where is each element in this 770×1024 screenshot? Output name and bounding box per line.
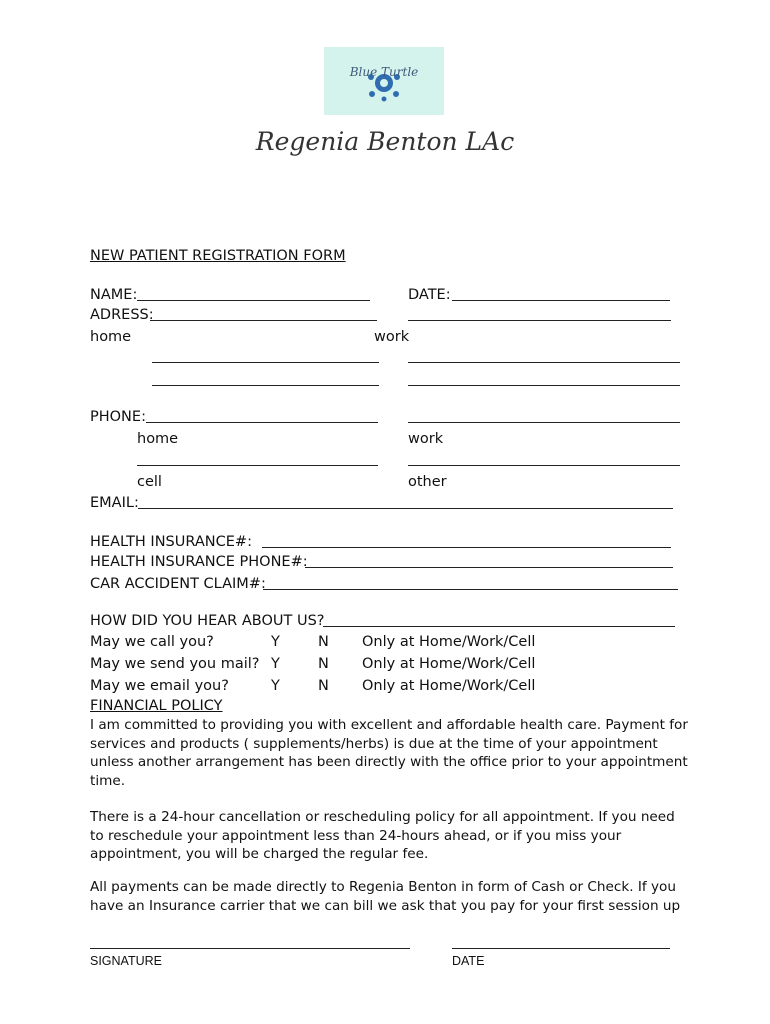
policy-paragraph-payment: I am committed to providing you with excellent and affordable health care. Payment for services and products ( supplements/herbs) is due at the time of your appointment unless another arrangement has been directly with the office prior to your appointment time.: [90, 717, 688, 789]
contact-limit-option[interactable]: Only at Home/Work/Cell: [362, 678, 536, 694]
health-insurance-phone-label: HEALTH INSURANCE PHONE#:: [90, 554, 308, 570]
signature-date-label: DATE: [452, 954, 485, 968]
phone-cell-label: cell: [137, 474, 162, 490]
hear-about-field[interactable]: [323, 626, 675, 627]
contact-yes-option[interactable]: Y: [271, 634, 280, 650]
phone-other-field[interactable]: [408, 465, 680, 466]
contact-no-option[interactable]: N: [318, 634, 329, 650]
signature-label: SIGNATURE: [90, 954, 162, 968]
policy-paragraph-cancellation: There is a 24-hour cancellation or rescheduling policy for all appointment. If you need to reschedule your appointment less than 24-hours ahead, or if you miss your appointment, you will be charged the regular fee.: [90, 809, 675, 863]
address-label: ADRESS:: [90, 307, 154, 323]
contact-limit-option[interactable]: Only at Home/Work/Cell: [362, 634, 536, 650]
name-label: NAME:: [90, 287, 138, 303]
financial-policy-title: FINANCIAL POLICY: [90, 698, 223, 714]
policy-paragraph-payments: All payments can be made directly to Regenia Benton in form of Cash or Check. If you have an Insurance carrier that we can bill we ask that you pay for your first session up: [90, 879, 681, 914]
contact-no-option[interactable]: N: [318, 678, 329, 694]
date-label: DATE:: [408, 287, 451, 303]
health-insurance-phone-field[interactable]: [305, 567, 673, 568]
form-title: NEW PATIENT REGISTRATION FORM: [90, 248, 346, 264]
signature-date-field[interactable]: [452, 948, 670, 949]
phone-other-label: other: [408, 474, 447, 490]
car-accident-field[interactable]: [263, 589, 678, 590]
address-home-line-2[interactable]: [152, 362, 379, 363]
address-home-line-1[interactable]: [150, 320, 377, 321]
address-home-line-3[interactable]: [152, 385, 379, 386]
turtle-logo-icon: [324, 47, 444, 115]
address-work-line-1[interactable]: [408, 320, 671, 321]
contact-question: May we call you?: [90, 634, 214, 650]
logo-text: Blue Turtle: [349, 65, 419, 79]
phone-cell-field[interactable]: [137, 465, 378, 466]
address-work-line-2[interactable]: [408, 362, 680, 363]
practitioner-name: Regenia Benton LAc: [255, 127, 515, 156]
health-insurance-label: HEALTH INSURANCE#:: [90, 534, 252, 550]
signature-field[interactable]: [90, 948, 410, 949]
hear-about-label: HOW DID YOU HEAR ABOUT US?: [90, 613, 325, 629]
name-field[interactable]: [137, 300, 370, 301]
phone-work-label: work: [408, 431, 444, 447]
date-field[interactable]: [452, 300, 670, 301]
contact-question: May we email you?: [90, 678, 229, 694]
address-work-label: work: [374, 329, 410, 345]
contact-question: May we send you mail?: [90, 656, 260, 672]
phone-home-field[interactable]: [146, 422, 378, 423]
practice-logo: [324, 47, 444, 115]
phone-work-field[interactable]: [408, 422, 680, 423]
car-accident-label: CAR ACCIDENT CLAIM#:: [90, 576, 266, 592]
health-insurance-field[interactable]: [262, 547, 671, 548]
phone-home-label: home: [137, 431, 179, 447]
contact-no-option[interactable]: N: [318, 656, 329, 672]
email-field[interactable]: [138, 508, 673, 509]
contact-limit-option[interactable]: Only at Home/Work/Cell: [362, 656, 536, 672]
phone-label: PHONE:: [90, 409, 146, 425]
email-label: EMAIL:: [90, 495, 139, 511]
address-work-line-3[interactable]: [408, 385, 680, 386]
contact-yes-option[interactable]: Y: [271, 678, 280, 694]
address-home-label: home: [90, 329, 132, 345]
contact-yes-option[interactable]: Y: [271, 656, 280, 672]
